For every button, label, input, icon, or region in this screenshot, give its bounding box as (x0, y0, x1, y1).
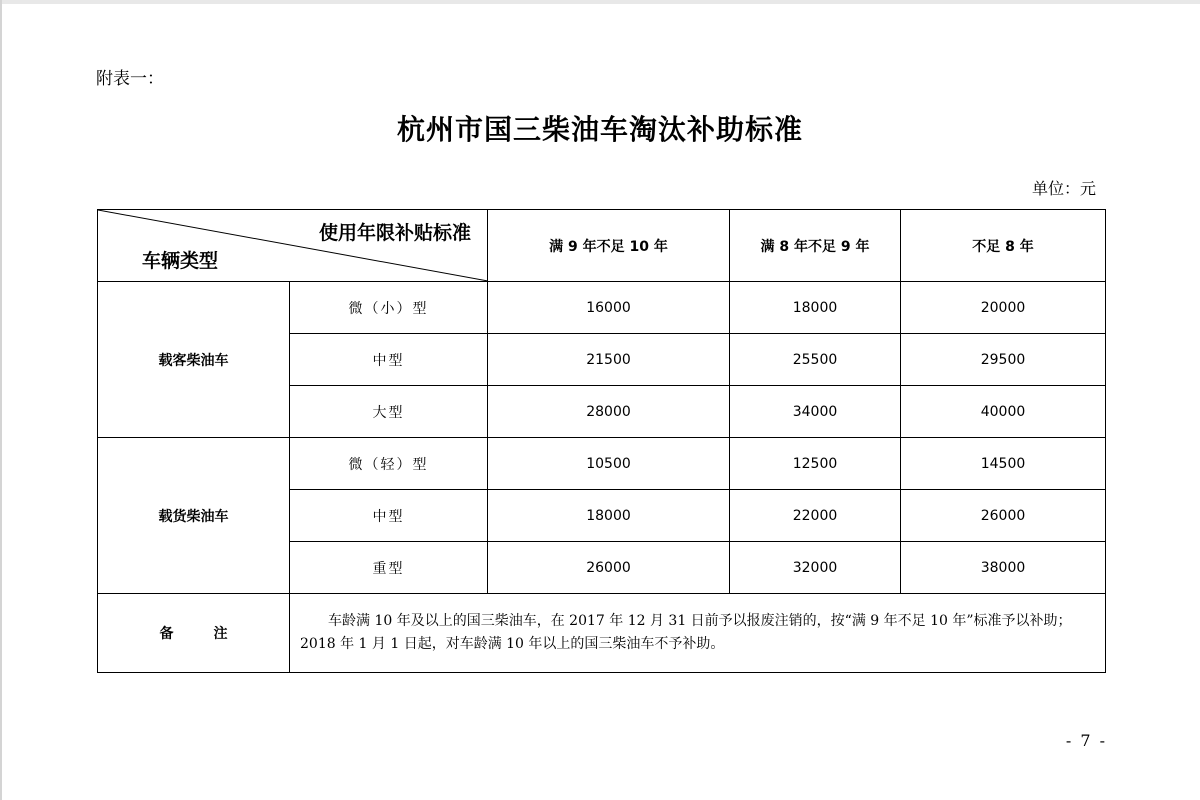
annex-label: 附表一： (96, 69, 164, 89)
column-header: 满 9 年不足 10 年 (488, 210, 730, 282)
value-cell: 18000 (730, 282, 901, 334)
note-text: 车龄满 10 年及以上的国三柴油车，在 2017 年 12 月 31 日前予以报废注销的，按“满 9 年不足 10 年”标准予以补助；2018 年 1 月 1 日起，对车龄满 10 年以上的国三柴油车不予补助。 (290, 594, 1106, 673)
value-cell: 14500 (901, 438, 1106, 490)
corner-header-cell (98, 210, 488, 282)
vehicle-type-cell: 重型 (290, 542, 488, 594)
value-cell: 12500 (730, 438, 901, 490)
value-cell: 25500 (730, 334, 901, 386)
table-row (98, 282, 1106, 334)
column-header: 满 8 年不足 9 年 (730, 210, 901, 282)
corner-label-type: 车辆类型 (142, 250, 219, 272)
value-cell: 40000 (901, 386, 1106, 438)
vehicle-type-cell: 中型 (290, 334, 488, 386)
vehicle-type-cell: 大型 (290, 386, 488, 438)
header-row (98, 210, 1106, 282)
value-cell: 29500 (901, 334, 1106, 386)
note-label: 备注 (98, 594, 290, 673)
value-cell: 28000 (488, 386, 730, 438)
column-header: 不足 8 年 (901, 210, 1106, 282)
table-row (98, 438, 1106, 490)
value-cell: 20000 (901, 282, 1106, 334)
page-top-edge (0, 0, 1200, 4)
unit-label: 单位：元 (1031, 179, 1096, 198)
group-label: 载货柴油车 (98, 438, 290, 594)
value-cell: 21500 (488, 334, 730, 386)
value-cell: 26000 (488, 542, 730, 594)
group-label: 载客柴油车 (98, 282, 290, 438)
value-cell: 38000 (901, 542, 1106, 594)
value-cell: 34000 (730, 386, 901, 438)
note-row (98, 594, 1106, 673)
vehicle-type-cell: 微（小）型 (290, 282, 488, 334)
value-cell: 32000 (730, 542, 901, 594)
corner-label-years: 使用年限补贴标准 (318, 222, 471, 244)
page-number: - 7 - (1065, 731, 1107, 750)
value-cell: 18000 (488, 490, 730, 542)
page-title: 杭州市国三柴油车淘汰补助标准 (396, 113, 803, 146)
value-cell: 26000 (901, 490, 1106, 542)
vehicle-type-cell: 微（轻）型 (290, 438, 488, 490)
value-cell: 10500 (488, 438, 730, 490)
value-cell: 22000 (730, 490, 901, 542)
subsidy-table (97, 209, 1106, 673)
vehicle-type-cell: 中型 (290, 490, 488, 542)
value-cell: 16000 (488, 282, 730, 334)
